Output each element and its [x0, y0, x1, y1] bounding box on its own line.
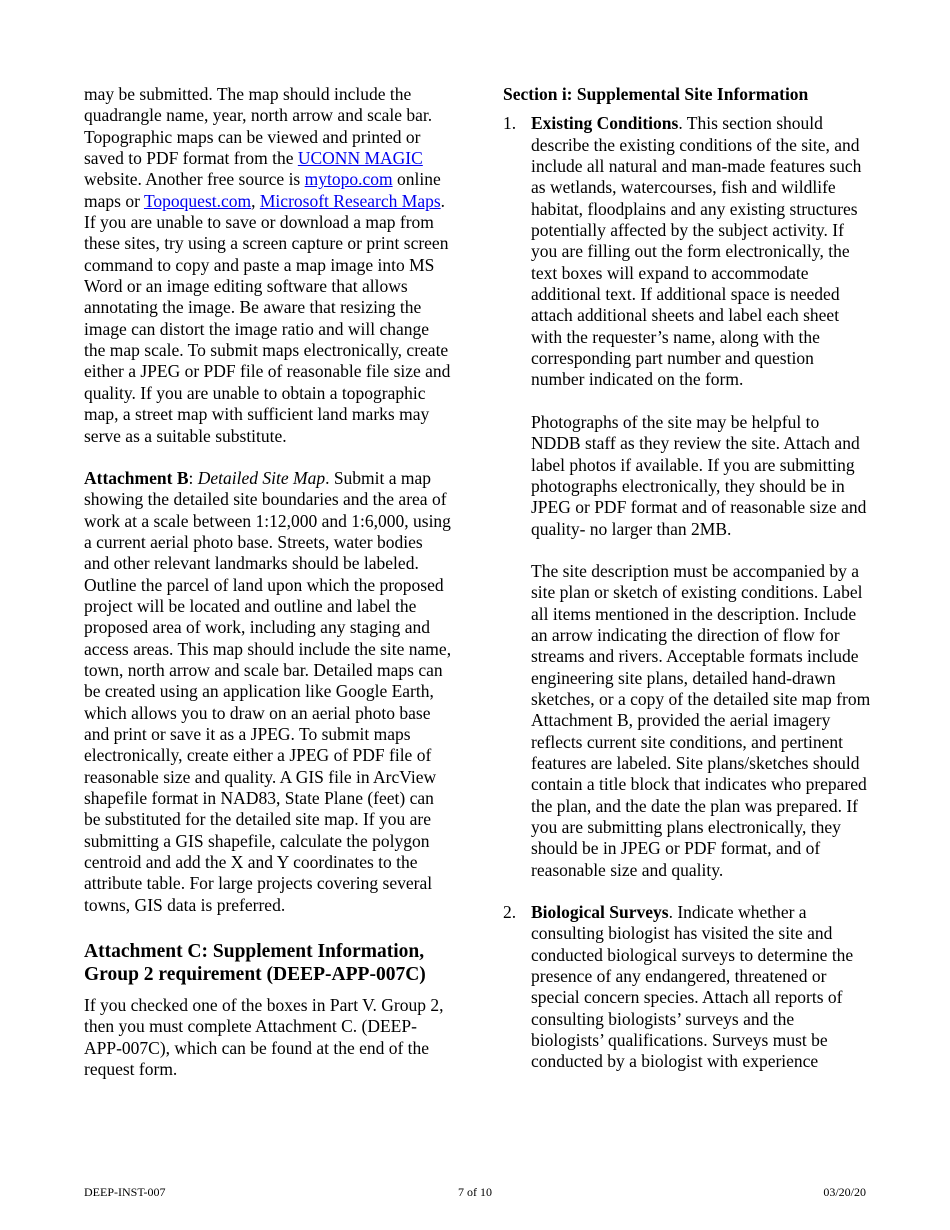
colon: : [188, 467, 198, 488]
spacer [503, 105, 871, 113]
supplemental-info-list [503, 113, 871, 1072]
attachment-b-label: Attachment B [84, 467, 189, 488]
spacer [531, 391, 871, 412]
paragraph-text: online maps or [84, 169, 441, 211]
attachment-c-heading: Attachment C: Supplement Information, Group 2 requirement (DEEP-APP-007C) [84, 941, 426, 986]
footer-page-number: 7 of 10 [458, 1185, 492, 1199]
photographs-paragraph: Photographs of the site may be helpful to NDDB staff as they review the site. Attach and label photos if available. If you are submitting photographs electronically, they should be in JPEG or PDF format and of reasonable size and quality- no larger than 2MB. [531, 411, 867, 539]
paragraph-text: . If you are unable to save or download a map from these sites, try using a screen capture or print screen command to copy and paste a map image into MS Word or an image editing software that allows annotating the image. Be aware that resizing the image can distort the image ratio and will change the map scale. To submit maps electronically, create either a JPEG or PDF file of reasonable file size and quality. If you are unable to obtain a topographic map, a street map with sufficient land marks may serve as a suitable substitute. [84, 190, 451, 446]
paragraph-text: website. Another free source is [84, 169, 305, 190]
spacer [84, 916, 452, 940]
paragraph-text: , [251, 190, 260, 211]
paragraph-text: . This section should describe the existing conditions of the site, and include all natural and man-made features such as wetlands, watercourses, fish and wildlife habitat, floodplains and any existing structures potentially affected by the subject activity. If you are filling out the form electronically, the text boxes will expand to accommodate additional text. If additional space is needed attach additional sheets and label each sheet with the requester’s name, along with the corresponding part number and question number indicated on the form. [531, 113, 862, 390]
microsoft-research-maps-link[interactable]: Microsoft Research Maps [259, 190, 441, 211]
attachment-b-paragraph [84, 468, 452, 916]
list-number: 2. [503, 902, 517, 923]
existing-conditions-paragraph [531, 113, 871, 390]
mytopo-link[interactable]: mytopo.com [304, 169, 393, 190]
existing-conditions-label: Existing Conditions [531, 113, 679, 134]
spacer [84, 986, 452, 995]
list-item-biological-surveys [503, 902, 871, 1073]
footer-date: 03/20/20 [823, 1185, 866, 1199]
attachment-c-paragraph: If you checked one of the boxes in Part V. Group 2, then you must complete Attachment C. (DEEP-APP-007C), which can be found at the end of the request form. [84, 995, 444, 1080]
paragraph-text: may be submitted. The map should include the quadrangle name, year, north arrow and scale bar. Topographic maps can be viewed and printed or saved to PDF format from the [84, 84, 433, 169]
uconn-magic-link[interactable]: UCONN MAGIC [297, 148, 423, 169]
footer-doc-id: DEEP-INST-007 [84, 1185, 166, 1199]
left-column [84, 84, 452, 1080]
attachment-b-title: Detailed Site Map [197, 467, 326, 488]
paragraph-text: . Indicate whether a consulting biologist has visited the site and conducted biological surveys to determine the presence of any endangered, threatened or special concern species. Attach all reports of consulting biologists’ surveys and the biologists’ qualifications. Surveys must be conducted by a biologist with experience [531, 902, 854, 1072]
topoquest-link[interactable]: Topoquest.com [143, 190, 252, 211]
biological-surveys-label: Biological Surveys [531, 902, 669, 923]
list-number: 1. [503, 113, 517, 134]
section-i-title: Section i: Supplemental Site Information [503, 84, 809, 104]
spacer [84, 447, 452, 468]
map-instructions-paragraph [84, 84, 452, 447]
list-item-existing-conditions [503, 113, 871, 881]
site-plan-paragraph: The site description must be accompanied by a site plan or sketch of existing conditions. Label all items mentioned in the description. Include an arrow indicating the direction of flow for streams and rivers. Acceptable formats include engineering site plans, detailed hand-drawn sketches, or a copy of the detailed site map from Attachment B, provided the aerial imagery reflects current site conditions, and pertinent features are labeled. Site plans/sketches should contain a title block that indicates who prepared the plan, and the date the plan was prepared. If you are submitting plans electronically, they should be in JPEG or PDF format, and of reasonable size and quality. [531, 560, 871, 880]
right-column [503, 84, 871, 1073]
attachment-b-text: . Submit a map showing the detailed site boundaries and the area of work at a scale between 1:12,000 and 1:6,000, using a current aerial photo base. Streets, water bodies and other relevant landmarks should be labeled. Outline the parcel of land upon which the proposed project will be located and outline and label the proposed area of work, including any staging and access areas. This map should include the site name, town, north arrow and scale bar. Detailed maps can be created using an application like Google Earth, which allows you to draw on an aerial photo base and print or save it as a JPEG. To submit maps electronically, create either a JPEG of PDF file of reasonable size and quality. A GIS file in ArcView shapefile format in NAD83, State Plane (feet) can be substituted for the detailed site map. If you are submitting a GIS shapefile, calculate the polygon centroid and add the X and Y coordinates to the attribute table. For large projects covering several towns, GIS data is preferred. [84, 467, 452, 915]
spacer [531, 540, 871, 561]
biological-surveys-paragraph [531, 902, 871, 1073]
